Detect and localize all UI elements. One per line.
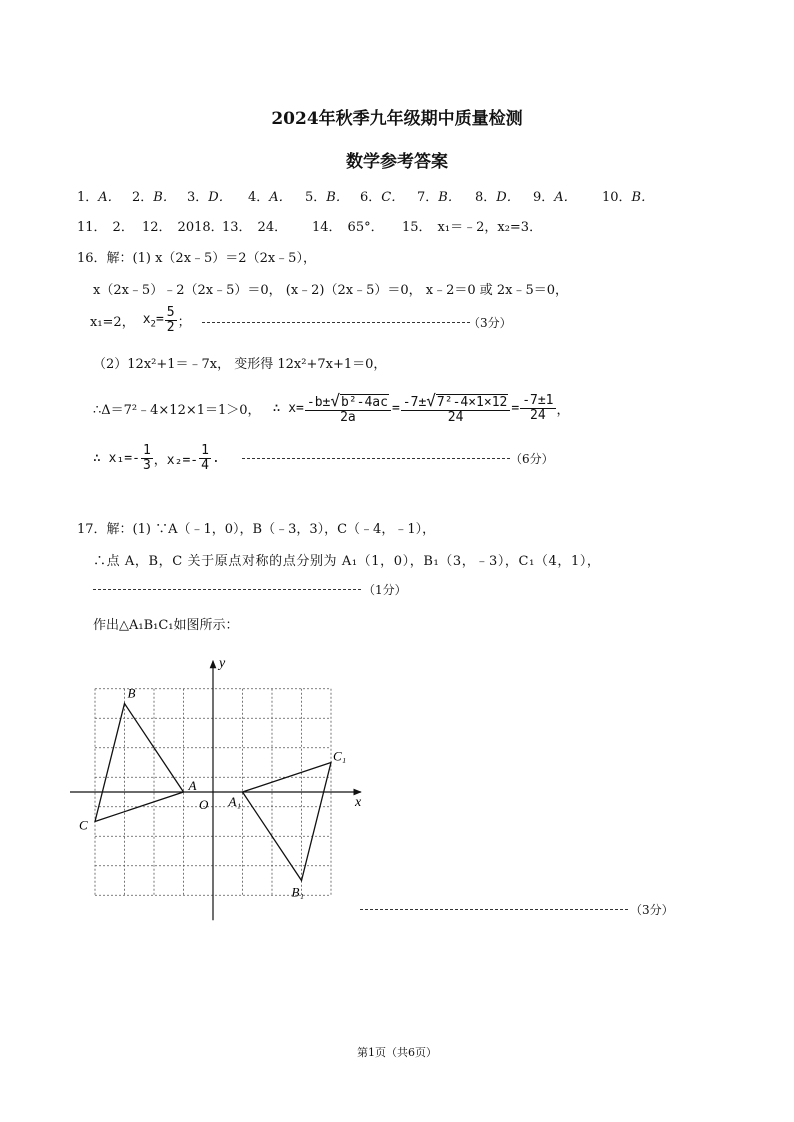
- choice-answer-item: 2．B．: [132, 190, 176, 205]
- q16-frac-general: $\frac{\text{-b±√b²-4ac}}{2a}$: [305, 392, 391, 426]
- choice-answer-item: 9．A．: [533, 190, 577, 205]
- point-label: C: [79, 817, 88, 833]
- choice-answer-item: 1．A．: [77, 190, 121, 205]
- triangle-a1b1c1: [243, 763, 332, 881]
- q16-score2-leader: [242, 458, 510, 459]
- x-axis-label: x: [355, 795, 362, 810]
- fill-answer-item: 14． 65°．: [312, 220, 384, 235]
- q17-intro: 17．解：(1) ∵A（﹣1，0），B（﹣3，3），C（﹣4，﹣1），: [77, 522, 436, 537]
- q17-draw-text: 作出△A₁B₁C₁如图所示：: [93, 618, 239, 633]
- q16-x2-fraction: $\frac{5}{2}$: [166, 305, 175, 336]
- q16-line2: x（2x﹣5）﹣2（2x﹣5）＝0， (x﹣2)（2x﹣5）＝0， x﹣2＝0 或 2x﹣5＝0，: [93, 283, 569, 298]
- q17-score2-leader: [360, 909, 628, 910]
- triangle-abc: [95, 704, 184, 822]
- choice-answer-item: 10．B．: [602, 190, 655, 205]
- q16-x2-label: $x_2=$: [142, 312, 164, 330]
- point-label: A: [188, 778, 197, 793]
- choice-answer-item: 5．B．: [305, 190, 349, 205]
- q16-final-x2: $\frac{1}{4}$: [201, 443, 209, 474]
- q16-x1: x₁=2，: [90, 315, 135, 331]
- q16-final-x1: $\frac{1}{3}$: [142, 443, 151, 474]
- q16-formula-row: ∴Δ＝7²﹣4×12×1＝1＞0， ∴ x= $\frac{\text{-b±√b²-4ac}}{2a}$ = $\frac{\text{-7±√7²-4×1×12}}{24}$ = $\frac{-7\pm 1}{24}$ ，: [93, 391, 570, 426]
- q16-final-prefix: ∴ x₁=-: [93, 451, 140, 467]
- q16-therefore-x: ∴ x=: [272, 401, 304, 417]
- origin-label: O: [199, 797, 209, 812]
- choice-answer-item: 8．D．: [475, 190, 520, 205]
- choice-answer-item: 4．A．: [248, 190, 292, 205]
- page-number: 第1页（共6页）: [357, 1046, 437, 1059]
- point-label: C₁: [333, 748, 347, 764]
- q16-solution-1: [90, 306, 191, 336]
- q16-intro: 16．解：(1) x（2x﹣5）＝2（2x﹣5），: [77, 251, 316, 266]
- q16-score2: （6分）: [510, 452, 554, 466]
- q16-delta: ∴Δ＝7²﹣4×12×1＝1＞0，: [93, 403, 261, 419]
- choice-answer-item: 7．B．: [417, 190, 461, 205]
- fill-answer-item: 12． 2018．: [142, 220, 224, 235]
- q16-part2: （2）12x²+1＝﹣7x， 变形得 12x²+7x+1＝0，: [93, 357, 387, 372]
- page-subtitle: 数学参考答案: [346, 152, 448, 172]
- fill-answer-item: 13． 24．: [222, 220, 288, 235]
- point-label: B: [127, 685, 136, 701]
- q16-frac-simplified: $\frac{-7\pm 1}{24}$: [522, 393, 554, 424]
- q16-final-mid: ，x₂=-: [153, 453, 199, 469]
- q17-score1-leader: [93, 589, 361, 590]
- choice-answer-item: 6．C．: [360, 190, 405, 205]
- point-label: B₁: [291, 884, 304, 900]
- choice-answer-item: 3．D．: [187, 190, 232, 205]
- fill-answer-item: 11． 2．: [77, 220, 134, 235]
- q16-frac-substituted: $\frac{\text{-7±√7²-4×1×12}}{24}$: [401, 392, 511, 426]
- q16-score1: （3分）: [468, 316, 512, 330]
- q17-score2: （3分）: [630, 903, 674, 917]
- q17-score1: （1分）: [363, 583, 407, 597]
- q16-score1-leader: [202, 322, 470, 323]
- fill-answer-item: 15． x₁＝﹣2，x₂=3．: [402, 220, 543, 235]
- point-label: A₁: [228, 794, 241, 809]
- page-title: 2024年秋季九年级期中质量检测: [271, 109, 523, 129]
- q16-final-row: ∴ x₁=- $\frac{1}{3}$ ，x₂=- $\frac{1}{4}$ .: [93, 443, 220, 474]
- q17-line2: ∴点 A，B，C 关于原点对称的点分别为 A₁（1，0），B₁（3，﹣3），C₁（4，1），: [93, 554, 601, 569]
- y-axis-label: y: [219, 655, 226, 671]
- q16-x2-suffix: ；: [177, 315, 191, 331]
- coordinate-figure: [79, 640, 380, 920]
